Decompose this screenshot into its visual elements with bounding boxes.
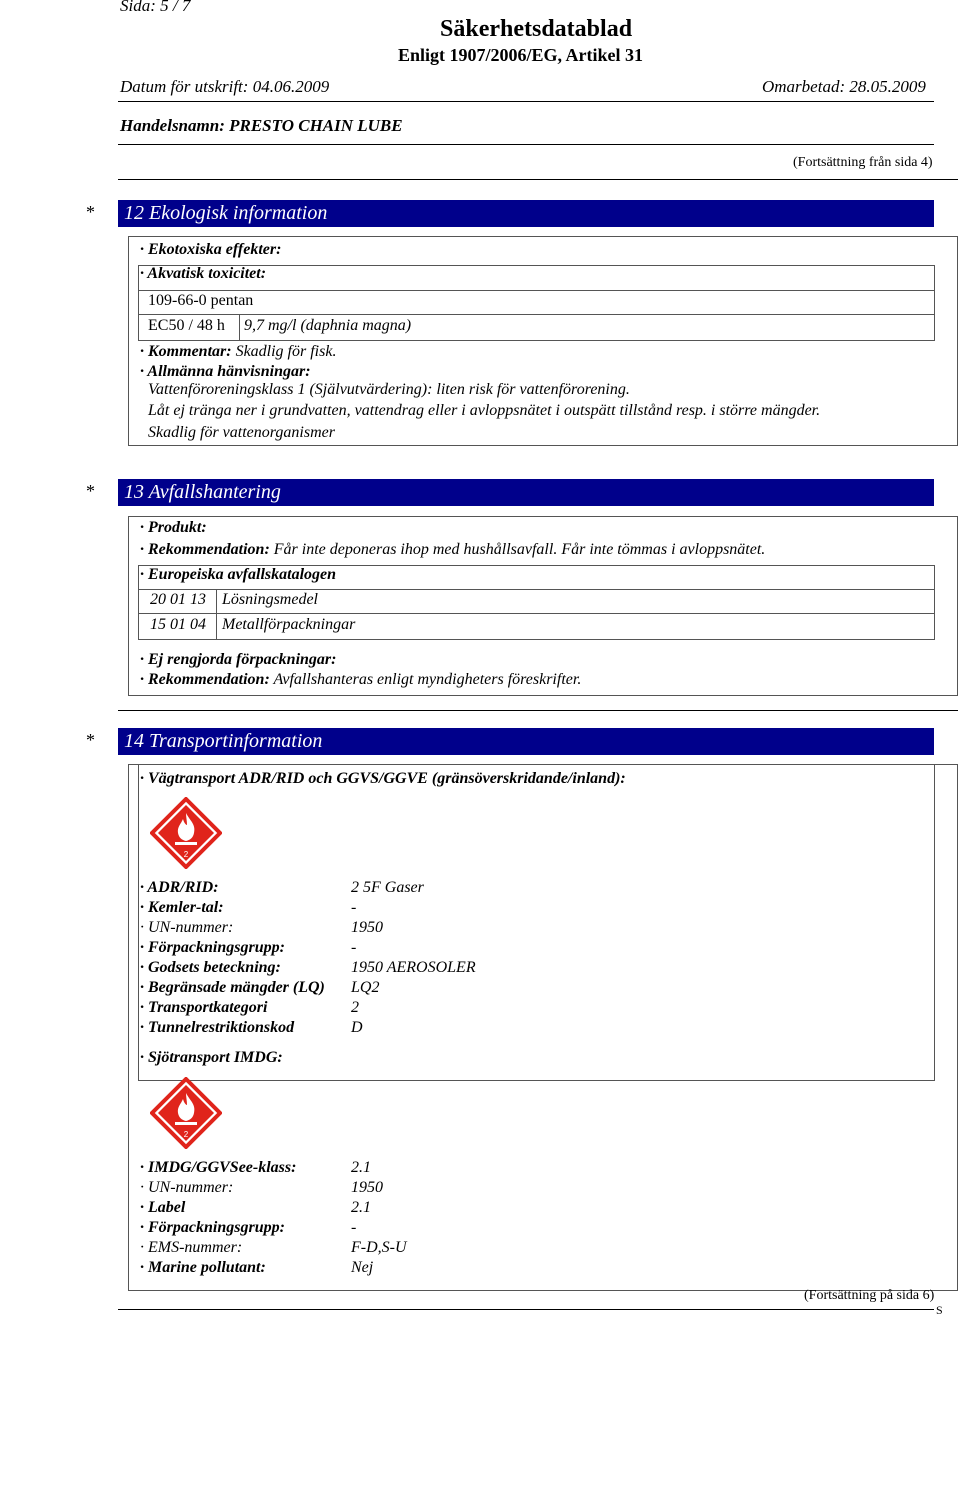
continued-on: (Fortsättning på sida 6) [804, 1288, 935, 1303]
aquatic-rule [138, 290, 935, 291]
aquatic-label: · Akvatisk toxicitet: [140, 265, 267, 282]
general-line-2: Låt ej tränga ner i grundvatten, vattendrag eller i avloppsnätet i outspätt tillstånd resp. i större mängder. [148, 402, 821, 419]
kv-value: - [351, 1219, 357, 1236]
page-number: Sida: 5 / 7 [120, 0, 191, 15]
kv-key: · IMDG/GGVSee-klass: [140, 1159, 297, 1176]
waste-code: 20 01 13 [150, 591, 206, 608]
trade-name-rule [118, 144, 934, 145]
general-line-3: Skadlig för vattenorganismer [148, 424, 335, 441]
hazard-class-number: 2 [183, 1130, 189, 1139]
kv-key: · Label [140, 1199, 186, 1216]
flammable-gas-hazard-icon [150, 797, 222, 869]
kv-key: · ADR/RID: [140, 879, 219, 896]
ec50-value: 9,7 mg/l (daphnia magna) [244, 317, 412, 334]
kv-key: · UN-nummer: [140, 1179, 234, 1196]
general-line-1: Vattenföroreningsklass 1 (Självutvärdering): liten risk för vattenförorening. [148, 381, 630, 398]
kv-key: · Förpackningsgrupp: [140, 1219, 285, 1236]
kv-key: · Kemler-tal: [140, 899, 224, 916]
margin-mark: S [936, 1303, 943, 1317]
waste-code: 15 01 04 [150, 616, 206, 633]
ec50-label: EC50 / 48 h [148, 317, 225, 334]
hazard-class-number: 2 [183, 850, 189, 859]
document-title: Säkerhetsdatablad [440, 16, 633, 42]
kv-value: 2.1 [351, 1159, 371, 1176]
general-label: · Allmänna hänvisningar: [140, 363, 311, 380]
kv-value: - [351, 899, 357, 916]
code-rule [138, 613, 935, 614]
section-rule [118, 710, 958, 711]
substance-name: 109-66-0 pentan [148, 292, 254, 309]
waste-description: Metallförpackningar [222, 616, 356, 633]
recommendation-2-line [140, 671, 581, 689]
uncleaned-packaging-label: · Ej rengjorda förpackningar: [140, 651, 337, 668]
road-transport-label: · Vägtransport ADR/RID och GGVS/GGVE (gränsöverskridande/inland): [140, 770, 626, 787]
header-rule [118, 101, 934, 102]
kv-key: · Tunnelrestriktionskod [140, 1019, 295, 1036]
kv-value: - [351, 939, 357, 956]
changed-marker: * [86, 481, 95, 501]
recommendation-2-value: Avfallshanteras enligt myndigheters föreskrifter. [269, 671, 582, 688]
section-12-title: 12 Ekologisk information [118, 200, 934, 227]
kv-value: 2 [351, 999, 359, 1016]
document-subtitle: Enligt 1907/2006/EG, Artikel 31 [398, 45, 644, 65]
kv-key: · Transportkategori [140, 999, 268, 1016]
ec50-divider [239, 314, 240, 340]
kv-key: · UN-nummer: [140, 919, 234, 936]
kv-value: 1950 AEROSOLER [351, 959, 476, 976]
revised-date: Omarbetad: 28.05.2009 [762, 77, 926, 96]
section-rule [118, 179, 958, 180]
kv-value: 2.1 [351, 1199, 371, 1216]
recommendation-2-label: · Rekommendation: [140, 671, 270, 688]
kv-key: · EMS-nummer: [140, 1239, 243, 1256]
kv-value: 2 5F Gaser [351, 879, 424, 896]
section-13-title: 13 Avfallshantering [118, 479, 934, 506]
kv-key: · Godsets beteckning: [140, 959, 281, 976]
comment-line [140, 343, 336, 361]
recommendation-line [140, 541, 765, 559]
ecotox-label: · Ekotoxiska effekter: [140, 241, 282, 258]
kv-value: LQ2 [351, 979, 380, 996]
substance-rule [138, 314, 935, 315]
kv-key: · Förpackningsgrupp: [140, 939, 285, 956]
kv-key: · Begränsade mängder (LQ) [140, 979, 325, 996]
code-divider [216, 589, 217, 639]
kv-value: 1950 [351, 1179, 383, 1196]
waste-catalog-label: · Europeiska avfallskatalogen [140, 566, 337, 583]
kv-value: F-D,S-U [351, 1239, 407, 1256]
comment-label: · Kommentar: [140, 343, 232, 360]
trade-name: Handelsnamn: PRESTO CHAIN LUBE [120, 116, 403, 135]
continued-from: (Fortsättning från sida 4) [793, 155, 933, 170]
catalog-rule [138, 589, 935, 590]
kv-key: · Marine pollutant: [140, 1259, 266, 1276]
footer-rule [118, 1309, 934, 1310]
comment-value: Skadlig för fisk. [231, 343, 337, 360]
flammable-gas-hazard-icon [150, 1077, 222, 1149]
kv-value: D [351, 1019, 363, 1036]
changed-marker: * [86, 730, 95, 750]
recommendation-label: · Rekommendation: [140, 541, 270, 558]
sea-transport-label: · Sjötransport IMDG: [140, 1049, 283, 1066]
changed-marker: * [86, 202, 95, 222]
section-14-title: 14 Transportinformation [118, 728, 934, 755]
recommendation-value: Får inte deponeras ihop med hushållsavfall. Får inte tömmas i avloppsnätet. [269, 541, 766, 558]
print-date: Datum för utskrift: 04.06.2009 [120, 77, 330, 96]
kv-value: 1950 [351, 919, 383, 936]
waste-description: Lösningsmedel [222, 591, 318, 608]
product-label: · Produkt: [140, 519, 207, 536]
kv-value: Nej [351, 1259, 374, 1276]
